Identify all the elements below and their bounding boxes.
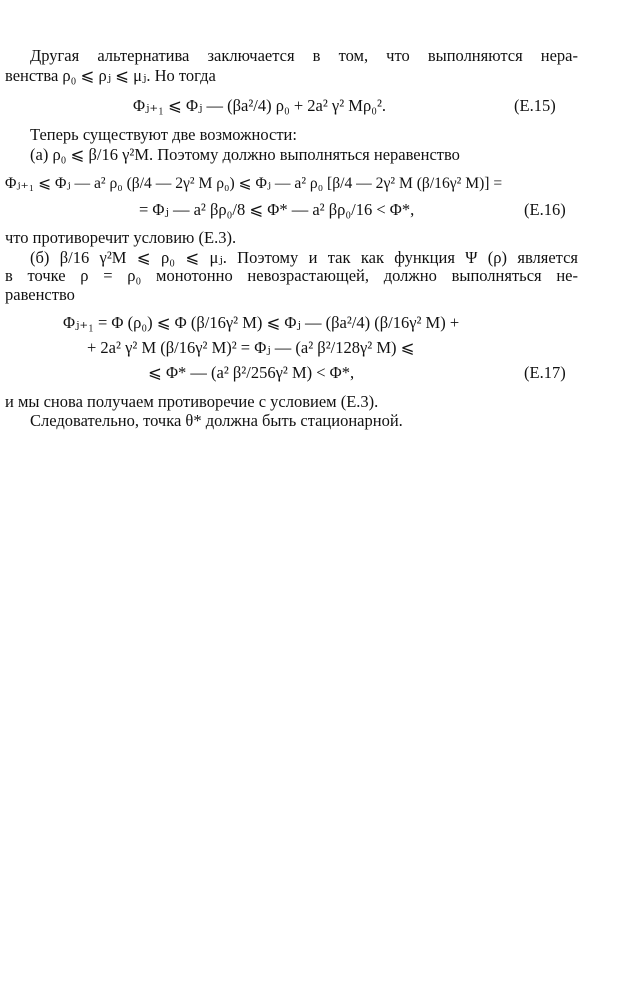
text-line: и мы снова получаем противоречие с условием (Е.3). bbox=[5, 392, 379, 411]
text-line: Другая альтернатива заключается в том, что выполняются нера- bbox=[30, 46, 578, 65]
text-line: в точке ρ = ρ₀ монотонно невозрастающей, должно выполняться не- bbox=[5, 266, 578, 285]
equation-e16-line1: Φⱼ₊₁ ⩽ Φⱼ — a² ρ₀ (β/4 — 2γ² M ρ₀) ⩽ Φⱼ — a² ρ₀ [β/4 — 2γ² M (β/16γ² M)] = bbox=[5, 175, 503, 192]
equation-e17-line1: Φⱼ₊₁ = Φ (ρ₀) ⩽ Φ (β/16γ² M) ⩽ Φⱼ — (βa²/4) (β/16γ² M) + bbox=[63, 313, 460, 332]
text-line: венства ρ₀ ⩽ ρⱼ ⩽ μⱼ. Но тогда bbox=[5, 66, 216, 85]
equation-label: (Е.16) bbox=[524, 200, 566, 219]
equation-label: (Е.15) bbox=[514, 96, 556, 115]
text-line: (б) β/16 γ²M ⩽ ρ₀ ⩽ μⱼ. Поэтому и так как функция Ψ (ρ) является bbox=[30, 248, 578, 267]
equation-e15: Φⱼ₊₁ ⩽ Φⱼ — (βa²/4) ρ₀ + 2a² γ² Mρ₀². bbox=[133, 96, 387, 115]
text-line: равенство bbox=[5, 285, 75, 304]
text-line: Следовательно, точка θ* должна быть стационарной. bbox=[30, 411, 403, 430]
text-line: Теперь существуют две возможности: bbox=[30, 125, 297, 144]
equation-label: (Е.17) bbox=[524, 363, 566, 382]
equation-e16-line2: = Φⱼ — a² βρ₀/8 ⩽ Φ* — a² βρ₀/16 < Φ*, bbox=[139, 200, 415, 219]
text-line: что противоречит условию (Е.3). bbox=[5, 228, 237, 247]
equation-e17-line2: + 2a² γ² M (β/16γ² M)² = Φⱼ — (a² β²/128γ² M) ⩽ bbox=[87, 338, 415, 357]
text-line: (а) ρ₀ ⩽ β/16 γ²M. Поэтому должно выполняться неравенство bbox=[30, 145, 460, 164]
equation-e17-line3: ⩽ Φ* — (a² β²/256γ² M) < Φ*, bbox=[148, 363, 355, 382]
